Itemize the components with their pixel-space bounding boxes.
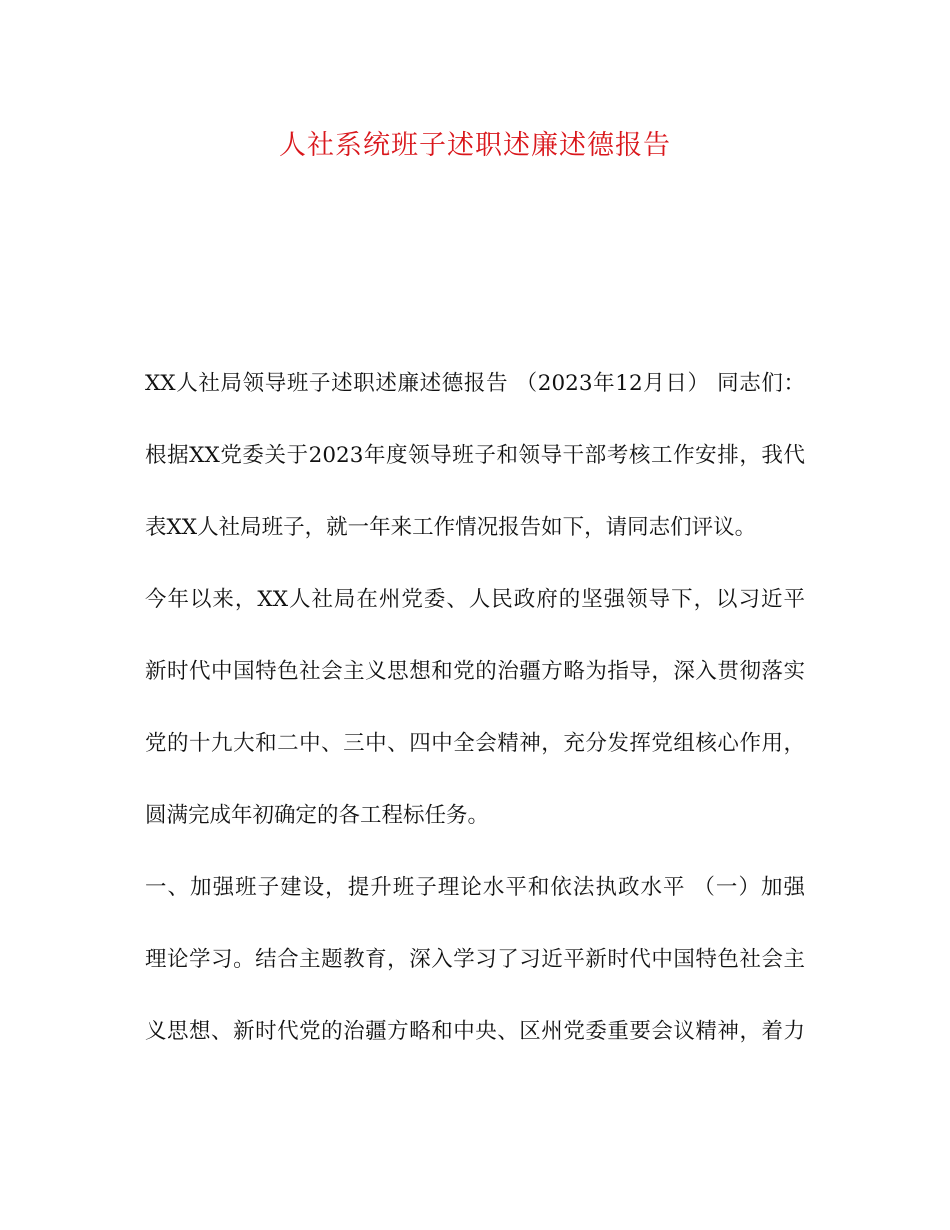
body-line: 新时代中国特色社会主义思想和党的治疆方略为指导，深入贯彻落实 <box>145 659 805 684</box>
document-title: 人社系统班子述职述廉述德报告 <box>279 130 671 161</box>
body-line: 表XX人社局班子，就一年来工作情况报告如下，请同志们评议。 <box>145 515 757 540</box>
body-line: 党的十九大和二中、三中、四中全会精神，充分发挥党组核心作用， <box>145 731 805 756</box>
body-line: 一、加强班子建设，提升班子理论水平和依法执政水平 （一）加强 <box>145 875 805 900</box>
body-line: 圆满完成年初确定的各工程标任务。 <box>145 803 490 828</box>
body-line: 根据XX党委关于2023年度领导班子和领导干部考核工作安排，我代 <box>145 443 805 468</box>
body-line: 今年以来，XX人社局在州党委、人民政府的坚强领导下，以习近平 <box>145 587 805 612</box>
body-line: XX人社局领导班子述职述廉述德报告 （2023年12月日） 同志们： <box>145 371 805 396</box>
document-body <box>145 358 805 1078</box>
body-line: 义思想、新时代党的治疆方略和中央、区州党委重要会议精神，着力 <box>145 1019 805 1044</box>
body-line: 理论学习。结合主题教育，深入学习了习近平新时代中国特色社会主 <box>145 947 805 972</box>
